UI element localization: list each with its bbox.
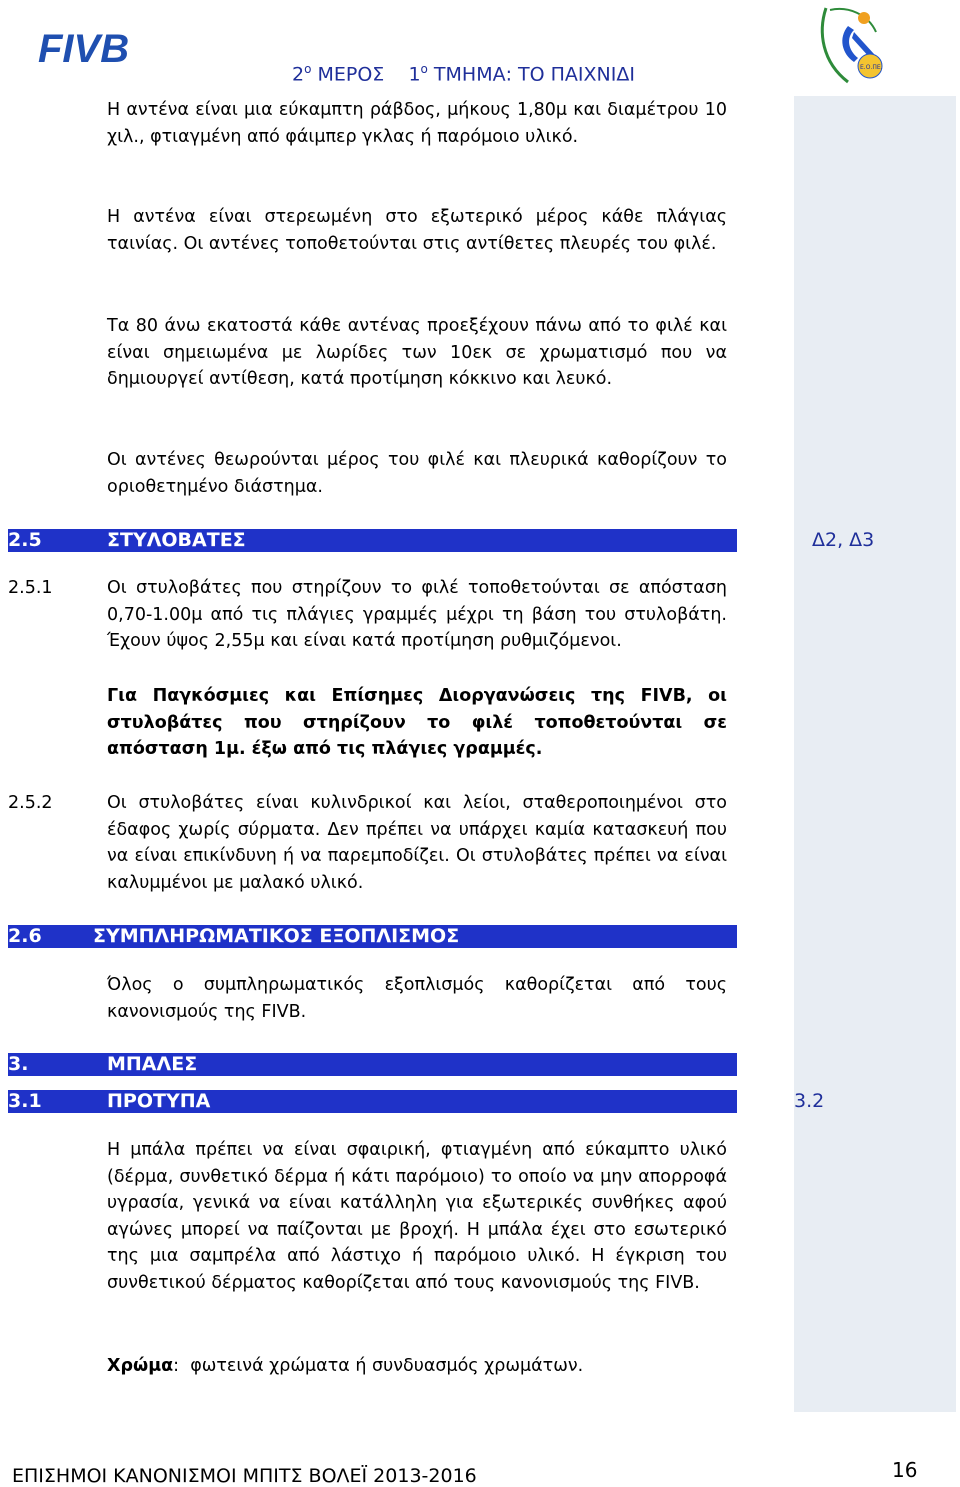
header-part-3: ΤΜΗΜΑ: ΤΟ ΠΑΙΧΝΙΔΙ (427, 63, 635, 86)
footer-title: ΕΠΙΣΗΜΟΙ ΚΑΝΟΝΙΣΜΟΙ ΜΠΙΤΣ ΒΟΛΕΪ 2013-2016 (12, 1465, 477, 1487)
section-2-5-number: 2.5 (8, 529, 42, 551)
page-header-title (292, 62, 635, 85)
header-part-1: 2 (292, 63, 305, 86)
ball-color-line (107, 1353, 727, 1380)
section-2-6-number: 2.6 (8, 925, 42, 947)
section-3-heading (8, 1053, 737, 1076)
ball-color-label: Χρώμα (107, 1356, 174, 1376)
svg-text:Ε.Ο.ΠΕ.: Ε.Ο.ΠΕ. (860, 64, 883, 71)
section-2-5-title: ΣΤΥΛΟΒΑΤΕΣ (107, 529, 246, 551)
header-sup-1: ο (304, 62, 312, 76)
antenna-paragraph-1: Η αντένα είναι μια εύκαμπτη ράβδος, μήκους 1,80μ και διαμέτρου 10 χιλ., φτιαγμένη από φάιμπερ γκλας ή παρόμοιο υλικό. (107, 100, 727, 147)
antenna-paragraph-4: Οι αντένες θεωρούνται μέρος του φιλέ και πλευρικά καθορίζουν το οριοθετημένο διάστημα. (107, 450, 727, 497)
header-sup-2: ο (420, 62, 428, 76)
fivb-logo (34, 22, 152, 74)
section-2-5-heading (8, 529, 737, 552)
header-part-2: ΜΕΡΟΣ 1 (311, 63, 421, 86)
antenna-paragraph-2: Η αντένα είναι στερεωμένη στο εξωτερικό μέρος κάθε πλάγιας ταινίας. Οι αντένες τοποθετούνται στις αντίθετες πλευρές του φιλέ. (107, 207, 727, 254)
section-2-5-reference: Δ2, Δ3 (812, 529, 875, 551)
section-2-6-heading (8, 925, 737, 948)
page-number: 16 (892, 1458, 918, 1482)
svg-text:FIVB: FIVB (38, 27, 130, 71)
item-2-5-1-text: Οι στυλοβάτες που στηρίζουν το φιλέ τοποθετούνται σε απόσταση 0,70-1.00μ από τις πλάγιες γραμμές μέχρι τη βάση του στυλοβάτη. Έχουν ύψος 2,55μ και είναι κατά προτίμηση ρυθμιζόμενοι. (107, 578, 727, 651)
section-3-1-number: 3.1 (8, 1090, 42, 1112)
antenna-paragraph-3: Τα 80 άνω εκατοστά κάθε αντένας προεξέχουν πάνω από το φιλέ και είναι σημειωμένα με λωρίδες των 10εκ σε χρωματισμό που να δημιουργεί αντίθεση, κατά προτίμηση κόκκινο και λευκό. (107, 316, 727, 389)
notes-sidebar (794, 96, 956, 1412)
section-2-6-title: ΣΥΜΠΛΗΡΩΜΑΤΙΚΟΣ ΕΞΟΠΛΙΣΜΟΣ (93, 925, 460, 947)
ball-color-colon: : (173, 1356, 180, 1376)
section-3-title: ΜΠΑΛΕΣ (107, 1053, 198, 1075)
ball-color-text: φωτεινά χρώματα ή συνδυασμός χρωμάτων. (190, 1356, 584, 1376)
eope-logo (808, 2, 890, 86)
item-2-5-1-bold-text: Για Παγκόσμιες και Επίσημες Διοργανώσεις της FIVB, οι στυλοβάτες που στηρίζουν το φιλέ τοποθετούνται σε απόσταση 1μ. έξω από τις πλάγιες γραμμές. (107, 686, 727, 759)
section-2-6-text: Όλος ο συμπληρωματικός εξοπλισμός καθορίζεται από τους κανονισμούς της FIVB. (107, 975, 727, 1022)
section-3-1-text: Η μπάλα πρέπει να είναι σφαιρική, φτιαγμένη από εύκαμπτο υλικό (δέρμα, συνθετικό δέρμα ή κάτι παρόμοιο) το οποίο να μην απορροφά υγρασία, γενικά να είναι κατάλληλη για εξωτερικές συνθήκες αφού αγώνες μπορεί να παίζονται με βροχή. Η μπάλα έχει στο εσωτερικό της μια σαμπρέλα από λάστιχο ή παρόμοιο υλικό. Η έγκριση του συνθετικού δέρματος καθορίζεται από τους κανονισμούς της FIVB. (107, 1140, 727, 1293)
item-2-5-2-number: 2.5.2 (8, 793, 53, 813)
item-2-5-1-number: 2.5.1 (8, 578, 53, 598)
section-3-number: 3. (8, 1053, 29, 1075)
item-2-5-2-text: Οι στυλοβάτες είναι κυλινδρικοί και λείοι, σταθεροποιημένοι στο έδαφος χωρίς σύρματα. Δεν πρέπει να υπάρχει καμία κατασκευή που να είναι επικίνδυνη ή να παρεμποδίζει. Οι στυλοβάτες πρέπει να είναι καλυμμένοι με μαλακό υλικό. (107, 793, 727, 893)
section-3-1-reference: 3.2 (794, 1090, 825, 1112)
section-3-1-heading (8, 1090, 737, 1113)
section-3-1-title: ΠΡΟΤΥΠΑ (107, 1090, 211, 1112)
